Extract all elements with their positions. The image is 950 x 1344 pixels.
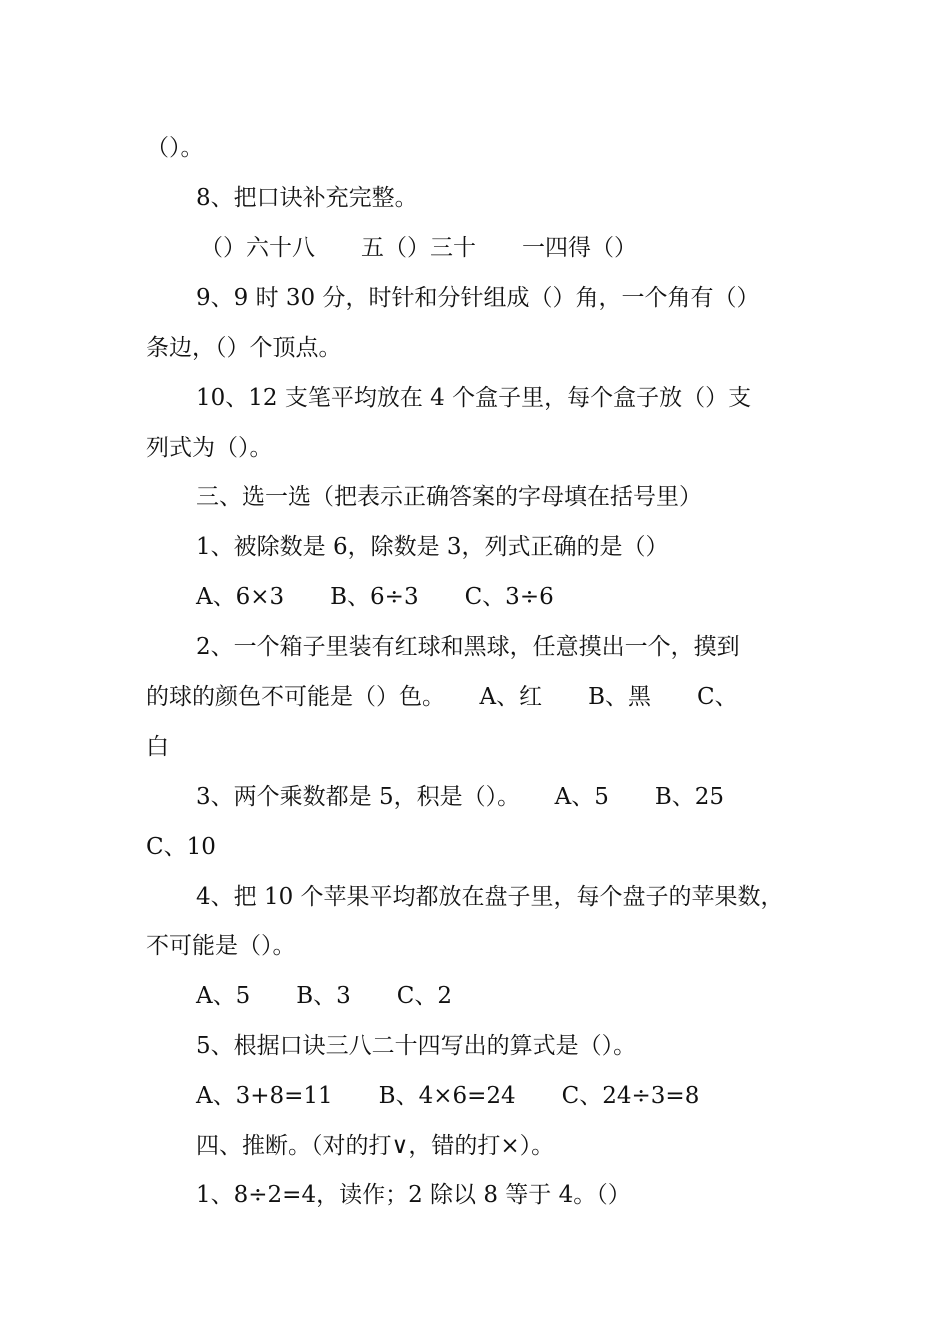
text-line: 白	[146, 734, 169, 760]
text-line: C、10	[146, 834, 216, 860]
question-9: 9、9 时 30 分，时针和分针组成（）角，一个角有（）	[196, 285, 760, 311]
choice-question-4: 4、把 10 个苹果平均都放在盘子里，每个盘子的苹果数，	[196, 884, 784, 910]
text-line: 的球的颜色不可能是（）色。 A、红 B、黑 C、	[146, 684, 738, 710]
text-line: 列式为（）。	[146, 435, 273, 461]
question-10: 10、12 支笔平均放在 4 个盒子里，每个盒子放（）支	[196, 385, 752, 411]
judge-question-1: 1、8÷2=4，读作；2 除以 8 等于 4。（）	[196, 1182, 631, 1208]
text-line: （）。	[146, 135, 204, 161]
choice-question-1: 1、被除数是 6，除数是 3，列式正确的是（）	[196, 534, 669, 560]
text-line: （）六十八 五（）三十 一四得（）	[200, 235, 637, 261]
choice-question-3: 3、两个乘数都是 5，积是（）。 A、5 B、25	[196, 784, 724, 810]
text-line: 条边，（）个顶点。	[146, 335, 342, 361]
text-line: 不可能是（）。	[146, 933, 296, 959]
question-8: 8、把口诀补充完整。	[196, 185, 418, 211]
choice-options-4: A、5 B、3 C、2	[196, 983, 453, 1009]
choice-options-1: A、6×3 B、6÷3 C、3÷6	[196, 584, 554, 610]
section-heading-4: 四、推断。（对的打∨，错的打×）。	[196, 1133, 555, 1159]
choice-question-2: 2、一个箱子里装有红球和黑球，任意摸出一个，摸到	[196, 634, 740, 660]
choice-options-5: A、3+8=11 B、4×6=24 C、24÷3=8	[196, 1083, 700, 1109]
choice-question-5: 5、根据口诀三八二十四写出的算式是（）。	[196, 1033, 637, 1059]
section-heading-3: 三、选一选（把表示正确答案的字母填在括号里）	[196, 484, 702, 510]
